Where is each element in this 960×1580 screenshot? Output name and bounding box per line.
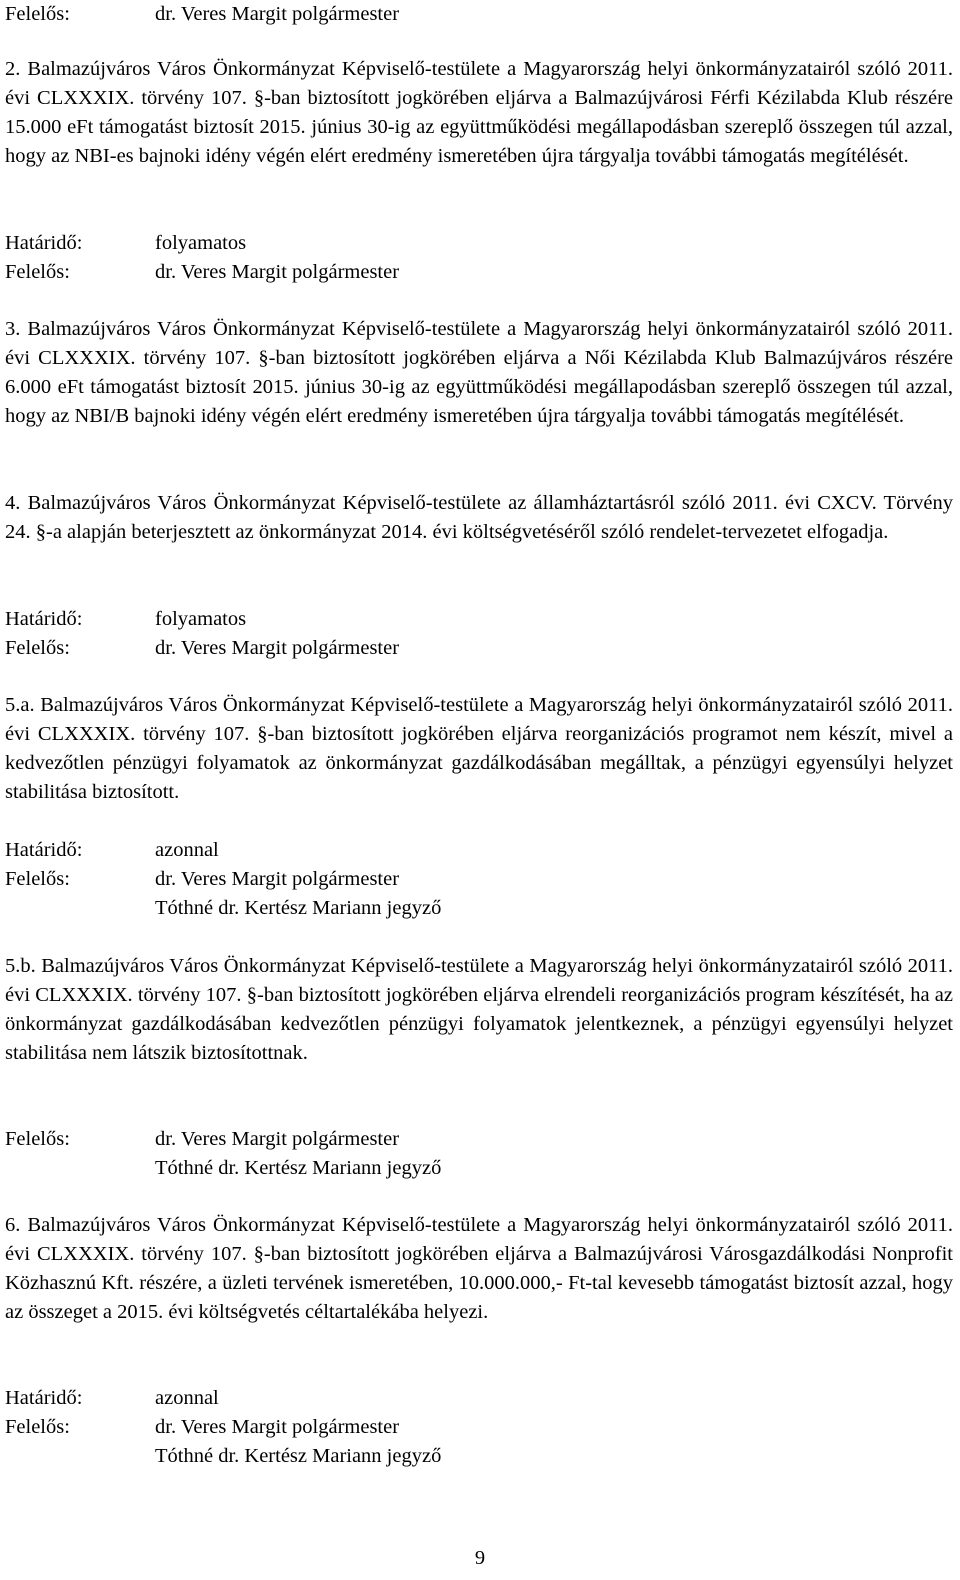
felelos-label: Felelős: xyxy=(5,1416,70,1438)
felelos-label: Felelős: xyxy=(5,261,70,283)
felelos-value-2: Tóthné dr. Kertész Mariann jegyző xyxy=(155,1157,442,1179)
top-meta xyxy=(5,0,953,29)
felelos-value: dr. Veres Margit polgármester xyxy=(155,3,400,25)
felelos-value: dr. Veres Margit polgármester xyxy=(155,637,400,659)
hatarido-value: folyamatos xyxy=(155,232,247,254)
resolution-text: 3. Balmazújváros Város Önkormányzat Képviselő-testülete a Magyarország helyi önkormányzatairól szóló 2011. évi CLXXXIX. törvény 107. §-ban biztosított jogkörében eljárva a Női Kézilabda Klub Balmazújváros részére 6.000 eFt támogatást biztosít 2015. június 30-ig az együttműködési megállapodásban szereplő összegen túl azzal, hogy az NBI/B bajnoki idény végén elért eredmény ismeretében újra tárgyalja további támogatás megítélését. xyxy=(5,318,953,427)
felelos-value-2: Tóthné dr. Kertész Mariann jegyző xyxy=(155,897,442,919)
felelos-label: Felelős: xyxy=(5,637,70,659)
hatarido-label: Határidő: xyxy=(5,608,83,630)
felelos-value: dr. Veres Margit polgármester xyxy=(155,261,400,283)
item-2-meta xyxy=(5,229,953,287)
felelos-value: dr. Veres Margit polgármester xyxy=(155,1416,400,1438)
label-spacer xyxy=(5,894,155,923)
felelos-label: Felelős: xyxy=(5,1128,70,1150)
resolution-text: 4. Balmazújváros Város Önkormányzat Képviselő-testülete az államháztartásról szóló 2011. évi CXCV. Törvény 24. §-a alapján beterjesztett az önkormányzat 2014. évi költségvetéséről szóló rendelet-tervezetet elfogadja. xyxy=(5,492,953,543)
hatarido-value: azonnal xyxy=(155,839,219,861)
item-6-meta xyxy=(5,1384,953,1471)
hatarido-label: Határidő: xyxy=(5,1387,83,1409)
item-5b-meta xyxy=(5,1125,953,1183)
hatarido-label: Határidő: xyxy=(5,232,83,254)
hatarido-label: Határidő: xyxy=(5,839,83,861)
felelos-label: Felelős: xyxy=(5,868,70,890)
resolution-text: 2. Balmazújváros Város Önkormányzat Képviselő-testülete a Magyarország helyi önkormányzatairól szóló 2011. évi CLXXXIX. törvény 107. §-ban biztosított jogkörében eljárva a Balmazújvárosi Férfi Kézilabda Klub részére 15.000 eFt támogatást biztosít 2015. június 30-ig az együttműködési megállapodásban szereplő összegen túl azzal, hogy az NBI-es bajnoki idény végén elért eredmény ismeretében újra tárgyalja további támogatás megítélését. xyxy=(5,58,953,167)
item-5a-meta xyxy=(5,836,953,923)
resolution-item-5b xyxy=(5,952,953,1068)
resolution-text: 6. Balmazújváros Város Önkormányzat Képviselő-testülete a Magyarország helyi önkormányzatairól szóló 2011. évi CLXXXIX. törvény 107. §-ban biztosított jogkörében eljárva a Balmazújvárosi Városgazdálkodási Nonprofit Közhasznú Kft. részére, a üzleti tervének ismeretében, 10.000.000,- Ft-tal kevesebb támogatást biztosít azzal, hogy az összeget a 2015. évi költségvetés céltartalékába helyezi. xyxy=(5,1214,953,1323)
resolution-item-6 xyxy=(5,1211,953,1327)
page-number: 9 xyxy=(474,1547,486,1569)
label-spacer xyxy=(5,1154,155,1183)
resolution-item-2 xyxy=(5,55,953,171)
item-4-meta xyxy=(5,605,953,663)
resolution-item-3 xyxy=(5,315,953,431)
resolution-text: 5.a. Balmazújváros Város Önkormányzat Képviselő-testülete a Magyarország helyi önkormányzatairól szóló 2011. évi CLXXXIX. törvény 107. §-ban biztosított jogkörében eljárva reorganizációs programot nem készít, mivel a kedvezőtlen pénzügyi folyamatok az önkormányzat gazdálkodásában megálltak, a pénzügyi egyensúlyi helyzet stabilitása biztosított. xyxy=(5,694,953,803)
resolution-text: 5.b. Balmazújváros Város Önkormányzat Képviselő-testülete a Magyarország helyi önkormányzatairól szóló 2011. évi CLXXXIX. törvény 107. §-ban biztosított jogkörében eljárva elrendeli reorganizációs program készítését, ha az önkormányzat gazdálkodásában kedvezőtlen pénzügyi folyamatok jelentkeznek, a pénzügyi egyensúlyi helyzet stabilitása nem látszik biztosítottnak. xyxy=(5,955,953,1064)
hatarido-value: azonnal xyxy=(155,1387,219,1409)
felelos-value-2: Tóthné dr. Kertész Mariann jegyző xyxy=(155,1445,442,1467)
resolution-item-4 xyxy=(5,489,953,547)
felelos-label: Felelős: xyxy=(5,3,70,25)
hatarido-value: folyamatos xyxy=(155,608,247,630)
label-spacer xyxy=(5,1442,155,1471)
felelos-value: dr. Veres Margit polgármester xyxy=(155,1128,400,1150)
felelos-value: dr. Veres Margit polgármester xyxy=(155,868,400,890)
resolution-item-5a xyxy=(5,691,953,807)
